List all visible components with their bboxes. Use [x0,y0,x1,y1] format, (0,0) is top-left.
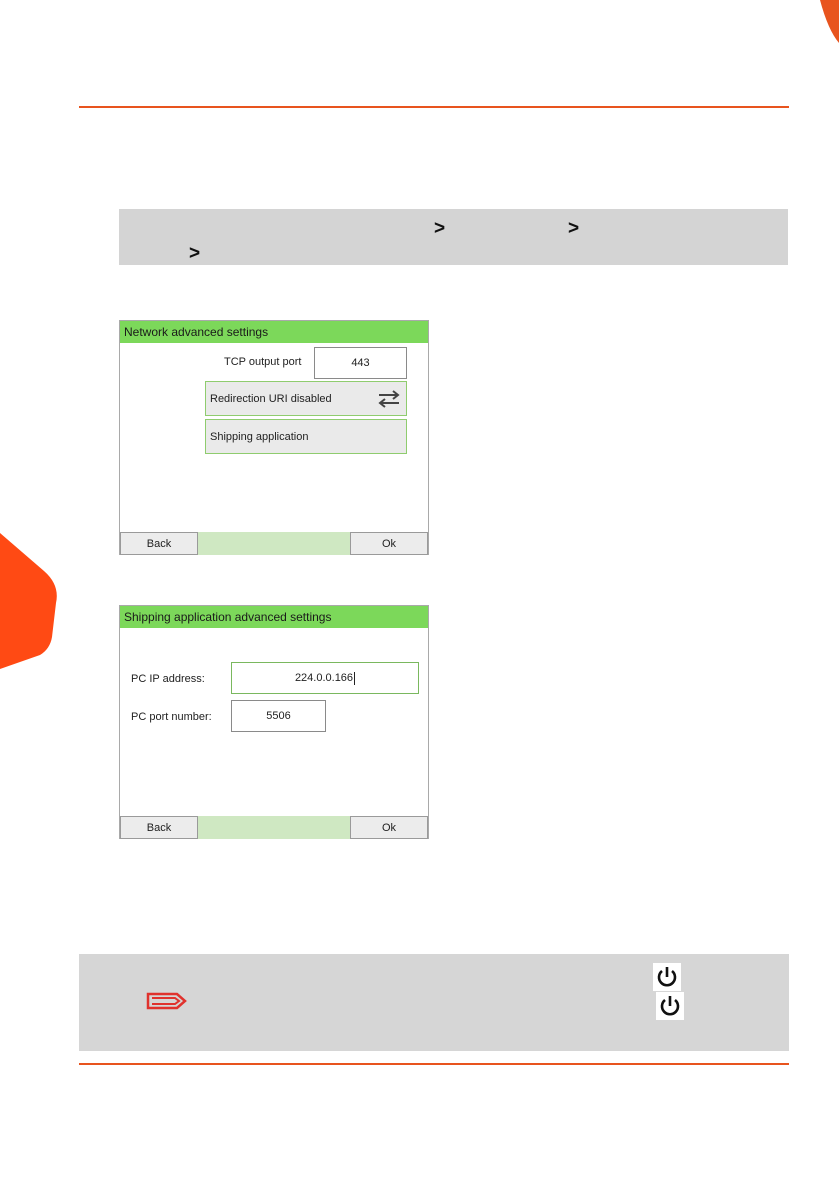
pc-port-label: PC port number: [131,711,212,723]
page-corner-mark [820,0,839,43]
chevron-right-icon: > [189,243,201,264]
ok-button[interactable]: Ok [350,532,428,555]
screen-footer [120,816,428,839]
network-settings-screen [119,320,429,555]
pc-port-input[interactable]: 5506 [231,700,326,732]
shipping-label: Shipping application [210,430,309,443]
swap-arrows-icon [376,390,402,408]
back-button[interactable]: Back [120,532,198,555]
chapter-side-tab [0,533,60,669]
back-button[interactable]: Back [120,816,198,839]
screen-footer [120,532,428,555]
power-icon [656,992,684,1020]
redirection-label: Redirection URI disabled [210,392,332,405]
shipping-application-button[interactable] [205,419,407,454]
tcp-port-input[interactable]: 443 [314,347,407,379]
pc-ip-label: PC IP address: [131,673,205,685]
screen-title: Network advanced settings [120,321,428,343]
redirection-uri-toggle[interactable] [205,381,407,416]
breadcrumb [119,209,788,265]
ok-button[interactable]: Ok [350,816,428,839]
power-icon [653,963,681,991]
pencil-note-icon [144,990,188,1012]
bottom-rule [79,1063,789,1065]
text-cursor [354,672,355,685]
chevron-right-icon: > [434,218,446,239]
screen-title: Shipping application advanced settings [120,606,428,628]
shipping-app-settings-screen [119,605,429,839]
pc-ip-input[interactable] [231,662,419,694]
top-rule [79,106,789,108]
note-box [79,954,789,1051]
chevron-right-icon: > [568,218,580,239]
pc-ip-value: 224.0.0.166 [294,672,354,684]
tcp-port-label: TCP output port [224,356,302,368]
